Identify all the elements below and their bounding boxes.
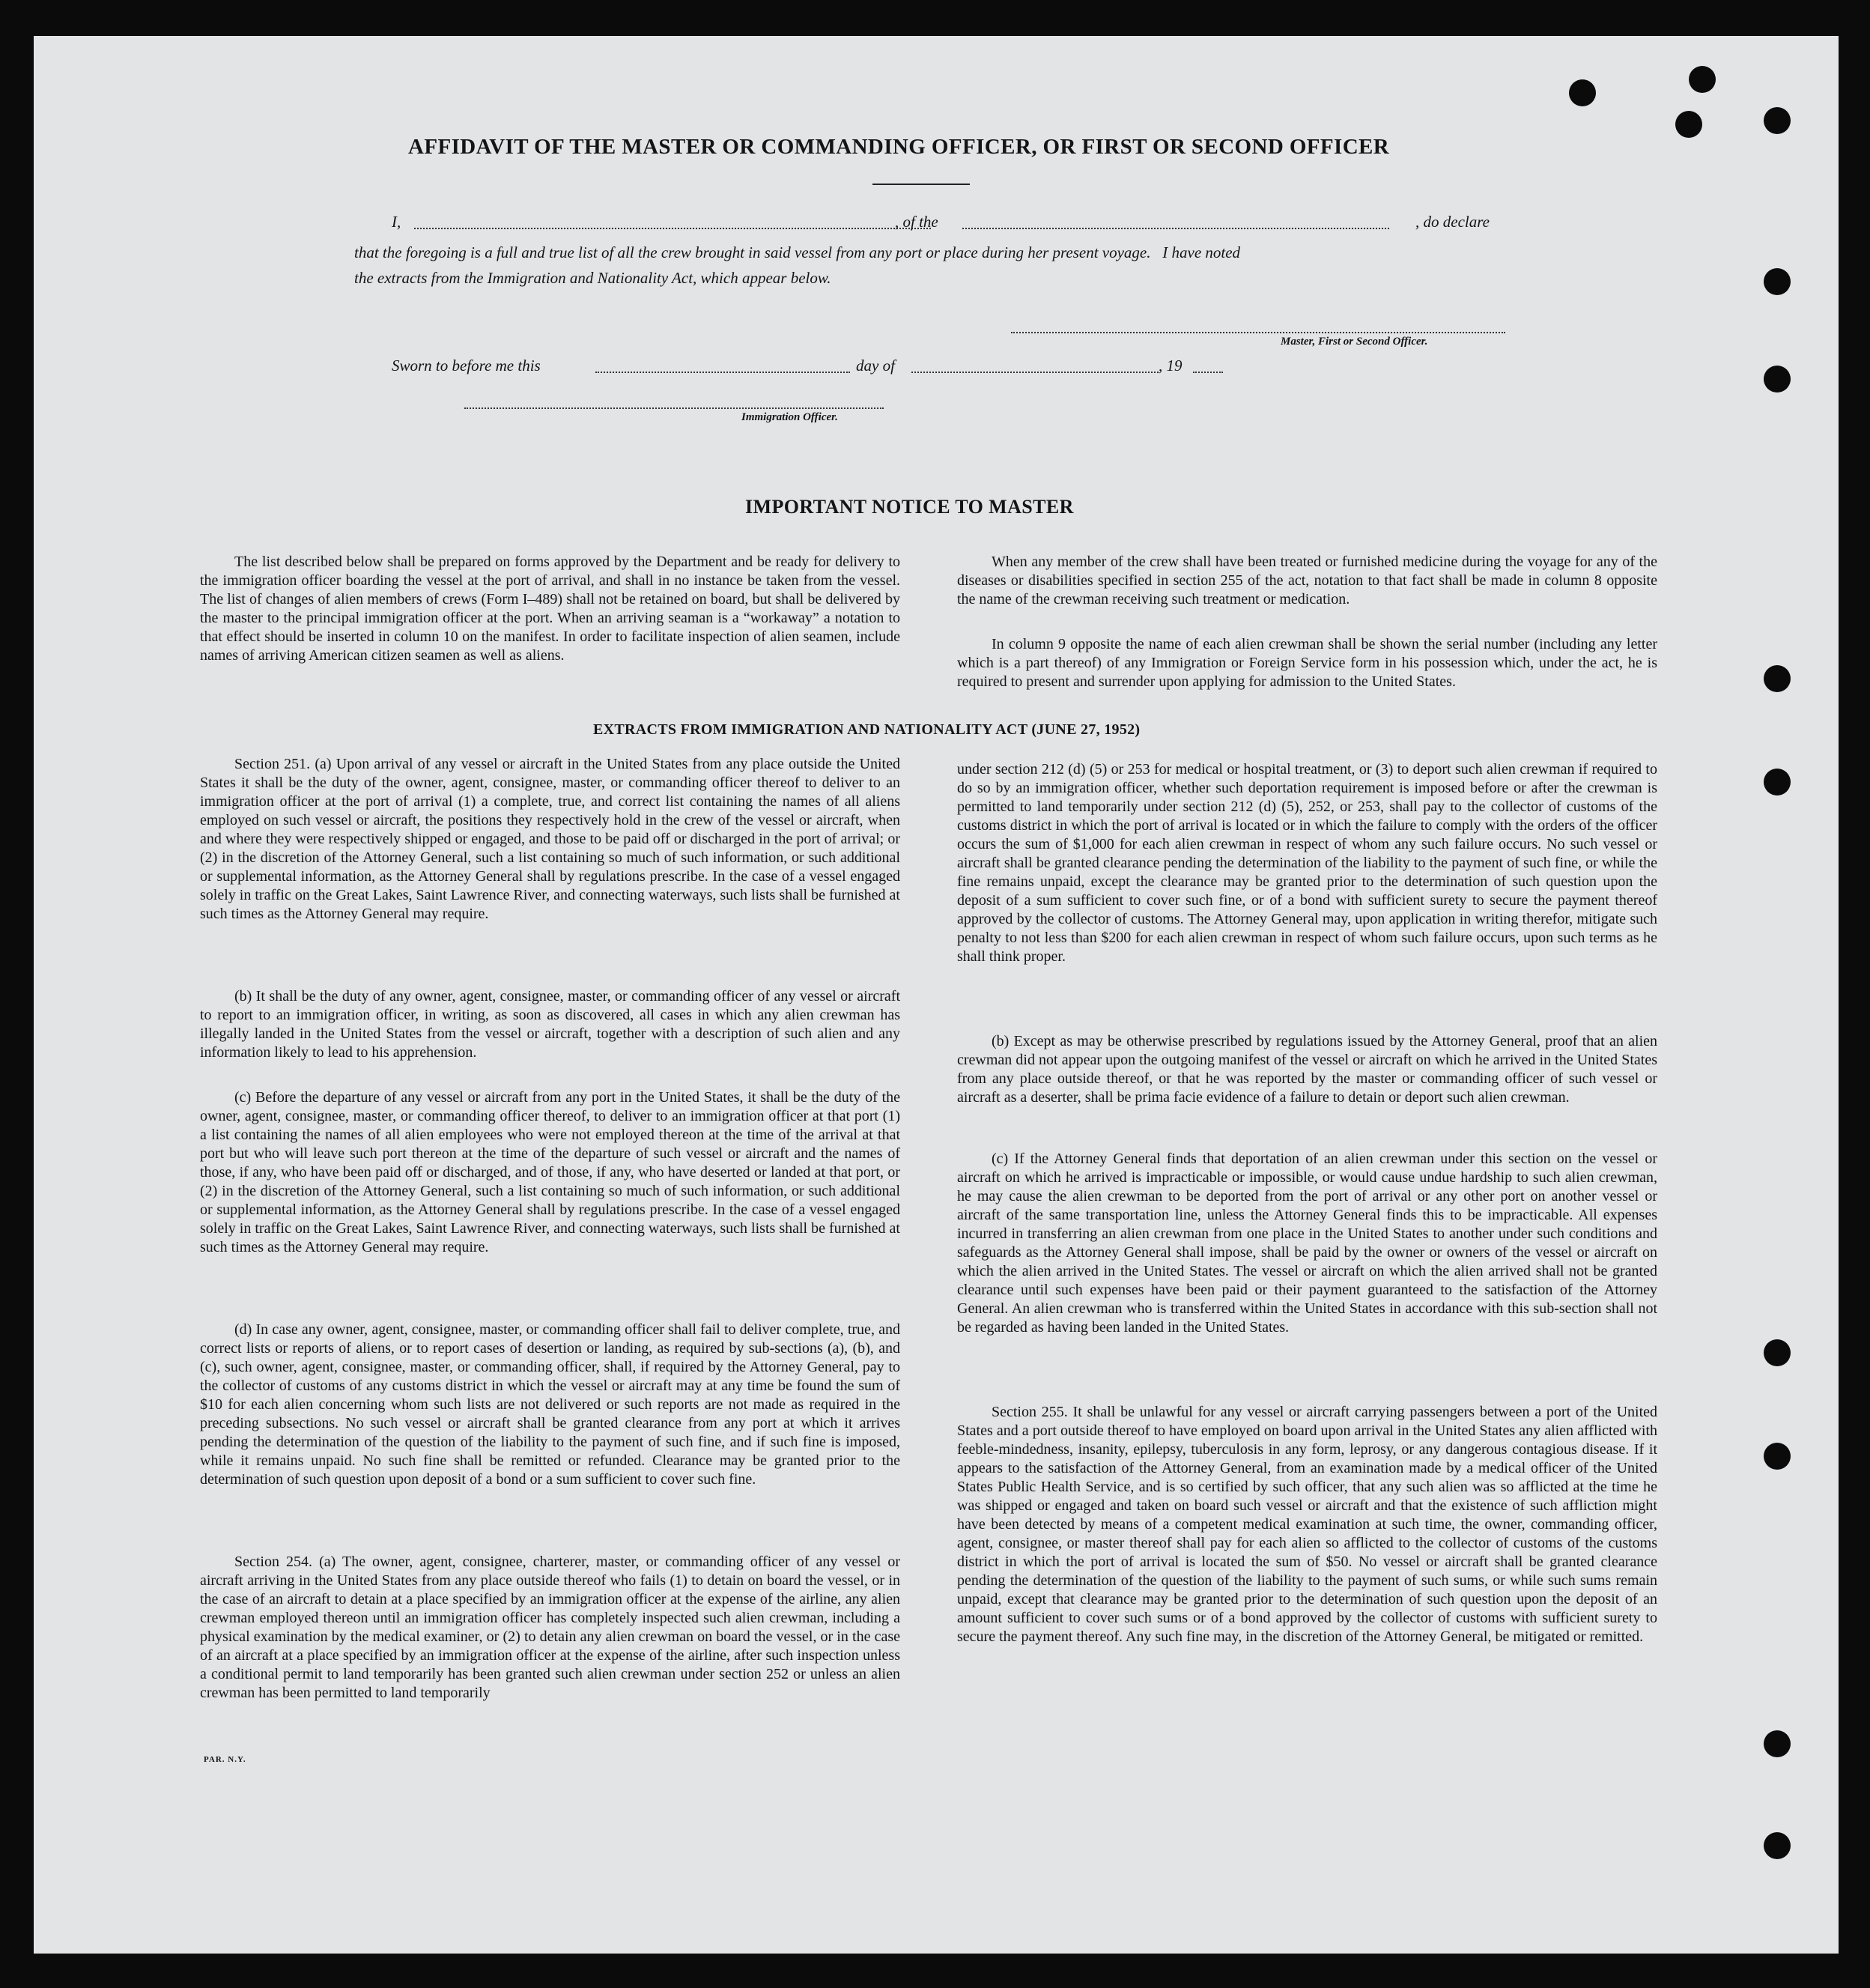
printer-mark: PAR. N.Y. xyxy=(204,1755,246,1764)
section-254-c: (c) If the Attorney General finds that deportation of an alien crewman under this section on the vessel or aircraft on which he arrived is impracticable or impossible, or would cause undue hardship to such alien crewman, he may cause the alien crewman to be deported from the port of arrival or any other port on another vessel or aircraft of the same transportation line, unless the Attorney General finds this to be impracticable. All expenses incurred in transferring an alien crewman from one place in the United States to another under such conditions and safeguards as the Attorney General shall impose, shall be paid by the owner or owners of the vessel or aircraft on which the alien arrived in the United States. The vessel or aircraft on which the alien arrived shall not be granted clearance until such expenses have been paid or their payment guaranteed to the satisfaction of the Attorney General. An alien crewman who is transferred within the United States in accordance with this sub-section shall not be regarded as having been landed in the United States. xyxy=(957,1151,1657,1336)
binder-hole xyxy=(1764,1339,1791,1366)
binder-hole xyxy=(1764,1730,1791,1757)
section-251-b: (b) It shall be the duty of any owner, agent, consignee, master, or commanding officer of any vessel or aircraft to report to an immigration officer, in writing, as soon as discovered, all cases in which any alien crewman has illegally landed in the United States from the vessel or aircraft, together with a description of such alien and any information likely to lead to his apprehension. xyxy=(200,988,900,1061)
binder-hole xyxy=(1689,66,1716,93)
binder-hole xyxy=(1675,111,1702,138)
title-divider xyxy=(872,184,970,185)
binder-hole xyxy=(1764,769,1791,795)
of-the-label: , of the xyxy=(895,213,938,231)
binder-hole xyxy=(1764,107,1791,134)
sworn-label: Sworn to before me this xyxy=(392,357,541,375)
notice-title: IMPORTANT NOTICE TO MASTER xyxy=(745,496,1074,518)
name-blank[interactable] xyxy=(414,228,931,229)
binder-hole xyxy=(1764,366,1791,393)
section-251-c: (c) Before the departure of any vessel or aircraft from any port in the United States, it shall be the duty of the owner, agent, consignee, master, or commanding officer thereof, to deliver to an immigration officer at that port (1) a list containing the names of all alien employees who were not employed thereon at the time of the arrival at that port but who will leave such port thereon at the time of the departure of such vessel or aircraft and the names of those, if any, who have been paid off or discharged, and of those, if any, who have deserted or landed at that port, or (2) in the discretion of the Attorney General, such a list containing so much of such information, or such additional or supplemental information, as the Attorney General shall by regulations prescribe. In the case of a vessel engaged solely in traffic on the Great Lakes, Saint Lawrence River, and connecting waterways, such lists shall be furnished at such times as the Attorney General may require. xyxy=(200,1089,900,1255)
section-251-a: Section 251. (a) Upon arrival of any vessel or aircraft in the United States from any place outside the United States it shall be the duty of the owner, agent, consignee, master, or commanding officer thereof to deliver to an immigration officer at the port of arrival (1) a complete, true, and correct list containing the names of all aliens employed on such vessel or aircraft, the positions they respectively hold in the crew of the vessel or aircraft, when and where they were respectively shipped or engaged, and those to be paid off or discharged in the port of arrival; or (2) in the discretion of the Attorney General, such a list containing so much of such information, or such additional or supplemental information, as the Attorney General shall by regulations prescribe. In the case of a vessel engaged solely in traffic on the Great Lakes, Saint Lawrence River, and connecting waterways, such lists shall be furnished at such times as the Attorney General may require. xyxy=(200,756,900,922)
binder-hole xyxy=(1764,1443,1791,1470)
sworn-year-blank[interactable] xyxy=(1193,372,1223,373)
declaration-line-2: the extracts from the Immigration and Nationality Act, which appear below. xyxy=(354,269,831,287)
section-255: Section 255. It shall be unlawful for any vessel or aircraft carrying passengers between a port of the United States and a port outside thereof to have employed on board upon arrival in the United States any alien afflicted with feeble-mindedness, insanity, epilepsy, tuberculosis in any form, leprosy, or any dangerous contagious disease. If it appears to the satisfaction of the Attorney General, from an examination made by a medical officer of the United States Public Health Service, and is so certified by such officer, that any such alien was so afflicted at the time he was shipped or engaged and taken on board such vessel or aircraft and that the existence of such affliction might have been detected by means of a competent medical examination at such time, the owner, commanding officer, agent, consignee, or master thereof shall pay for each alien so afflicted to the collector of customs of the customs district in which the port of arrival is located the sum of $50. No vessel or aircraft shall be granted clearance pending the determination of the question of the liability to the payment of such sums, or while such sums remain unpaid, except that clearance may be granted prior to the determination of such question upon the deposit of an amount sufficient to cover such sums or of a bond approved by the collector of customs with sufficient surety to secure the payment thereof. Any such fine may, in the discretion of the Attorney General, be mitigated or remitted. xyxy=(957,1404,1657,1645)
binder-hole xyxy=(1764,268,1791,295)
section-254-a: Section 254. (a) The owner, agent, consignee, charterer, master, or commanding officer of any vessel or aircraft arriving in the United States from any place outside thereof who fails (1) to detain on board the vessel, or in the case of an aircraft to detain at a place specified by an immigration officer at the expense of the airline, any alien crewman employed thereon until an immigration officer has completely inspected such alien crewman, including a physical examination by the medical examiner, or (2) to detain any alien crewman on board the vessel, or in the case of an aircraft at a place specified by an immigration officer at the expense of the airline, after such inspection unless a conditional permit to land temporarily has been granted such alien crewman under section 252 or unless an alien crewman has been permitted to land temporarily xyxy=(200,1554,900,1701)
binder-hole xyxy=(1569,79,1596,106)
sworn-month-blank[interactable] xyxy=(911,372,1159,373)
i-label: I, xyxy=(392,213,401,231)
document-sheet xyxy=(34,36,1839,1954)
day-of-label: day of xyxy=(856,357,895,375)
immigration-officer-caption: Immigration Officer. xyxy=(741,411,838,423)
vessel-blank[interactable] xyxy=(962,228,1389,229)
master-caption: Master, First or Second Officer. xyxy=(1281,336,1428,348)
notice-right-paragraph-1: When any member of the crew shall have been treated or furnished medicine during the voyage for any of the diseases or disabilities specified in section 255 of the act, notation to that fact shall be made in column 8 opposite the name of the crewman receiving such treatment or medication. xyxy=(957,554,1657,607)
master-signature-line[interactable] xyxy=(1011,332,1505,333)
notice-right-paragraph-2: In column 9 opposite the name of each alien crewman shall be shown the serial number (including any letter which is a part thereof) of any Immigration or Foreign Service form in his possession which, under the act, he is required to present and surrender upon applying for admission to the United States. xyxy=(957,636,1657,690)
binder-hole xyxy=(1764,665,1791,692)
sworn-day-blank[interactable] xyxy=(595,372,850,373)
notice-left-paragraph: The list described below shall be prepared on forms approved by the Department and be ready for delivery to the immigration officer boarding the vessel at the port of arrival, and shall in no instance be taken from the vessel. The list of changes of alien members of crews (Form I–489) shall not be retained on board, but shall be delivered by the master to the principal immigration officer at the port. When an arriving seaman is a “workaway” a notation to that effect should be inserted in column 10 on the manifest. In order to facilitate inspection of alien seamen, include names of arriving American citizen seamen as well as aliens. xyxy=(200,554,900,664)
binder-hole xyxy=(1764,1832,1791,1859)
extracts-title: EXTRACTS FROM IMMIGRATION AND NATIONALITY ACT (JUNE 27, 1952) xyxy=(593,721,1141,738)
affidavit-title: AFFIDAVIT OF THE MASTER OR COMMANDING OFFICER, OR FIRST OR SECOND OFFICER xyxy=(408,135,1390,159)
do-declare-label: , do declare xyxy=(1415,213,1490,231)
declaration-line-1: that the foregoing is a full and true list of all the crew brought in said vessel from any port or place during her present voyage. I have noted xyxy=(354,243,1241,261)
section-254-a-continued: under section 212 (d) (5) or 253 for medical or hospital treatment, or (3) to deport such alien crewman if required to do so by an immigration officer, whether such deportation requirement is imposed before or after the crewman is permitted to land temporarily under section 212 (d) (5), 252, or 253, shall pay to the collector of customs of the customs district in which the port of arrival is located or in which the failure to comply with the orders of the officer occurs the sum of $1,000 for each alien crewman in respect of whom any such failure occurs. No such vessel or aircraft shall be granted clearance pending the determination of the liability to the payment of such fine, or while the fine remains unpaid, except the clearance may be granted prior to the determination of such question upon the deposit of a sum sufficient to cover such fine, or of a bond with sufficient surety to secure the payment thereof approved by the collector of customs. The Attorney General may, upon application in writing therefor, mitigate such penalty to not less than $200 for each alien crewman in respect of whom such failure occurs, upon such terms as he shall think proper. xyxy=(957,761,1657,965)
section-254-b: (b) Except as may be otherwise prescribed by regulations issued by the Attorney General, proof that an alien crewman did not appear upon the outgoing manifest of the vessel or aircraft on which he arrived in the United States from any place outside thereof, or that he was reported by the master or commanding officer of such vessel or aircraft as a deserter, shall be prima facie evidence of a failure to detain or deport such alien crewman. xyxy=(957,1033,1657,1106)
year-label: , 19 xyxy=(1159,357,1183,375)
section-251-d: (d) In case any owner, agent, consignee, master, or commanding officer shall fail to deliver complete, true, and correct lists or reports of aliens, or to report cases of desertion or landing, as required by sub-sections (a), (b), and (c), such owner, agent, consignee, master, or commanding officer, shall, if required by the Attorney General, pay to the collector of customs of any customs district in which the vessel or aircraft may at any time be found the sum of $10 for each alien concerning whom such lists are not delivered or such reports are not made as required in the preceding subsections. No such vessel or aircraft shall be granted clearance from any port at which it arrives pending the determination of the question of the liability to the payment of such fine, and if such fine is imposed, while it remains unpaid. No such fine shall be remitted or refunded. Clearance may be granted prior to the determination of such question upon deposit of a bond or a sum sufficient to cover such fine. xyxy=(200,1321,900,1488)
immigration-officer-signature-line[interactable] xyxy=(464,407,884,409)
